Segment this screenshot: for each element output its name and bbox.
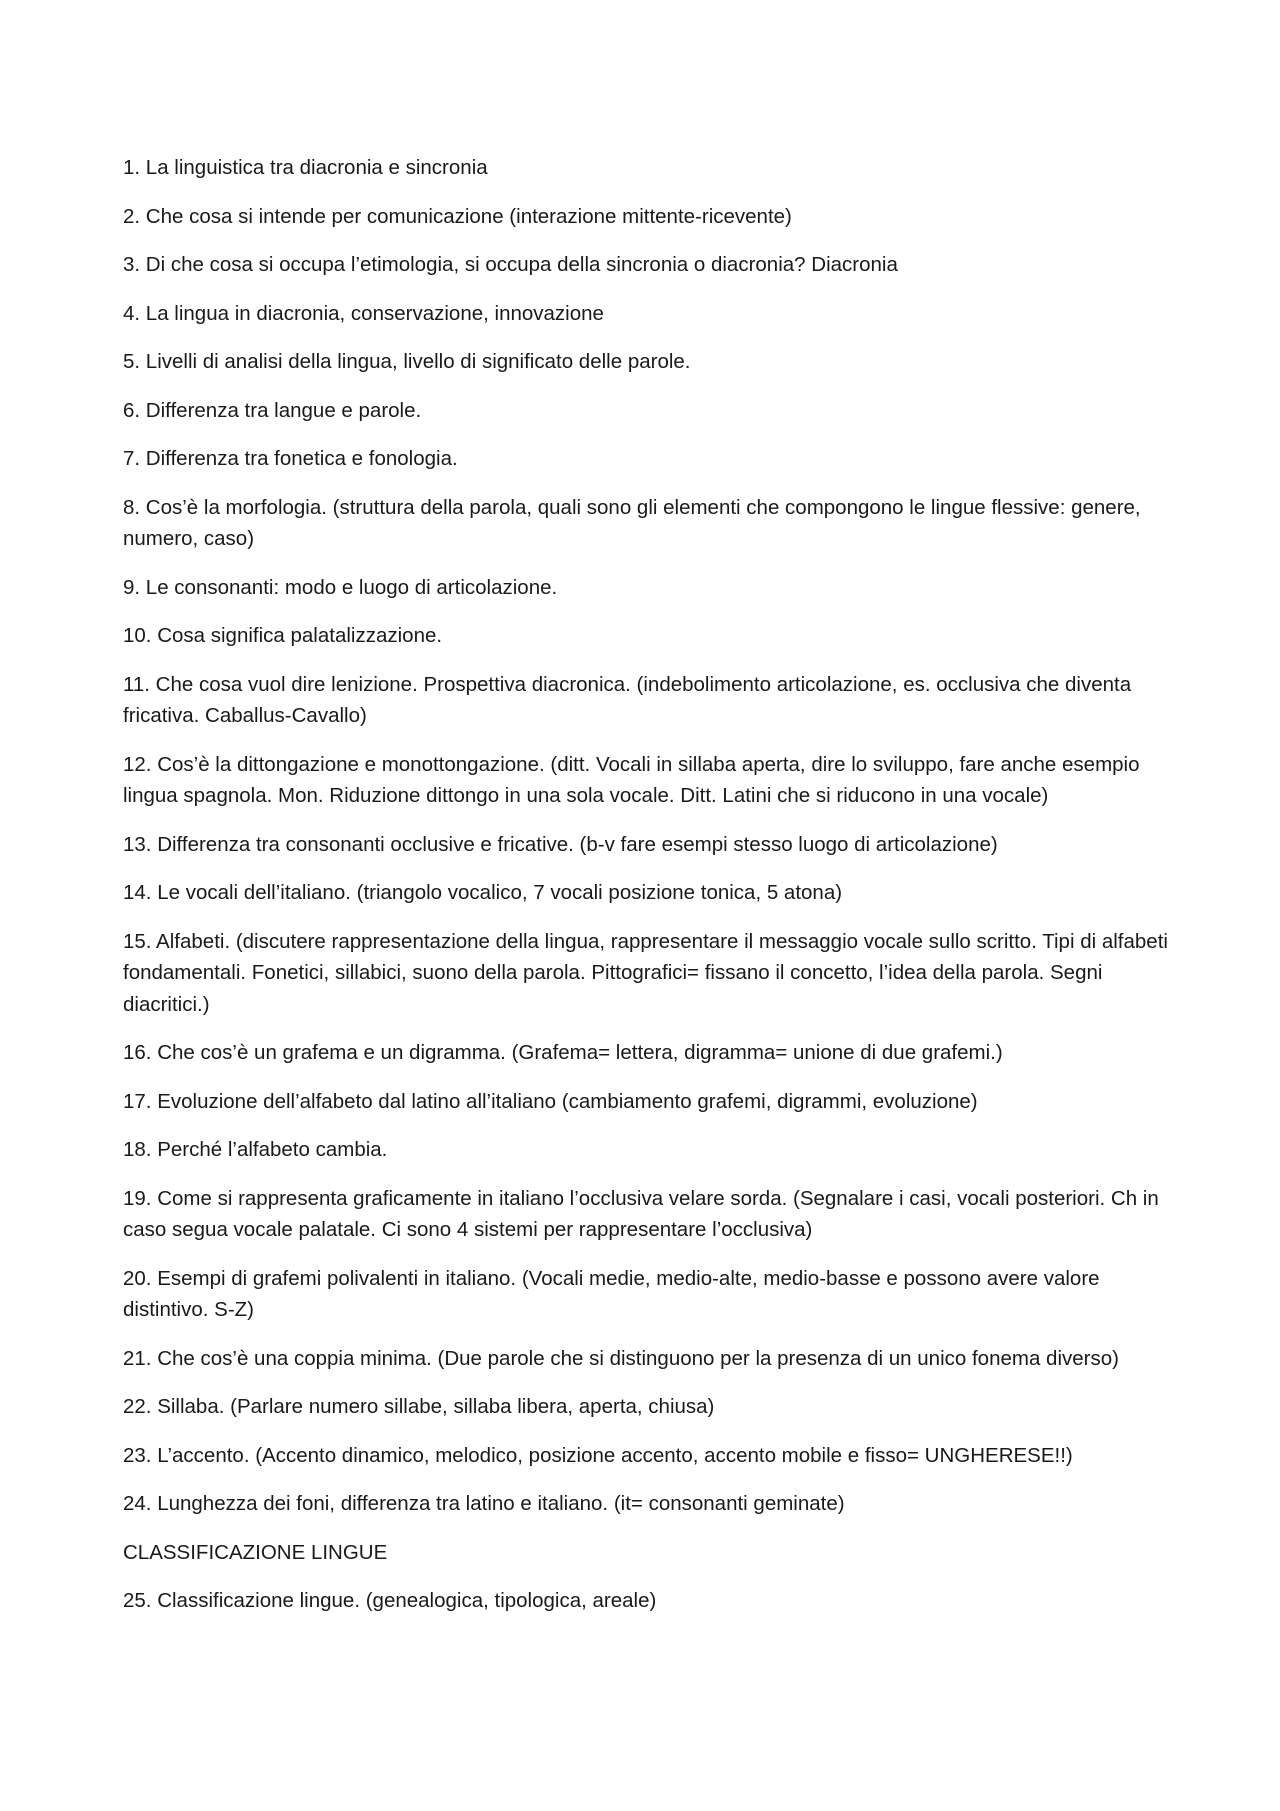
document-body — [123, 152, 1168, 1634]
list-item: 1. La linguistica tra diacronia e sincronia — [123, 156, 488, 179]
list-item: 3. Di che cosa si occupa l’etimologia, si occupa della sincronia o diacronia? Diacronia — [123, 253, 898, 276]
list-item: 15. Alfabeti. (discutere rappresentazione della lingua, rappresentare il messaggio vocale sullo scritto. Tipi di alfabeti fondamentali. Fonetici, sillabici, suono della parola. Pittografici= fissano il concetto, l’idea della parola. Segni diacritici.) — [123, 929, 1168, 1016]
list-item: 13. Differenza tra consonanti occlusive e fricative. (b-v fare esempi stesso luogo di articolazione) — [123, 832, 998, 856]
list-item: 16. Che cos’è un grafema e un digramma. (Grafema= lettera, digramma= unione di due grafemi.) — [123, 1041, 1003, 1064]
list-item: 20. Esempi di grafemi polivalenti in italiano. (Vocali medie, medio-alte, medio-basse e possono avere valore distintivo. S-Z) — [123, 1266, 1100, 1321]
section-heading: CLASSIFICAZIONE LINGUE — [123, 1540, 388, 1564]
list-item: 9. Le consonanti: modo e luogo di articolazione. — [123, 575, 558, 599]
list-item: 14. Le vocali dell’italiano. (triangolo vocalico, 7 vocali posizione tonica, 5 atona) — [123, 881, 843, 904]
list-item: 22. Sillaba. (Parlare numero sillabe, sillaba libera, aperta, chiusa) — [123, 1395, 715, 1418]
list-item: 4. La lingua in diacronia, conservazione, innovazione — [123, 301, 604, 325]
list-item: 11. Che cosa vuol dire lenizione. Prospettiva diacronica. (indebolimento articolazione, es. occlusiva che diventa fricativa. Caballus-Cavallo) — [123, 672, 1132, 727]
list-item: 18. Perché l’alfabeto cambia. — [123, 1138, 388, 1161]
list-item: 2. Che cosa si intende per comunicazione (interazione mittente-ricevente) — [123, 204, 792, 228]
list-item: 17. Evoluzione dell’alfabeto dal latino all’italiano (cambiamento grafemi, digrammi, evoluzione) — [123, 1089, 978, 1113]
list-item: 23. L’accento. (Accento dinamico, melodico, posizione accento, accento mobile e fisso= UNGHERESE!!) — [123, 1443, 1073, 1467]
list-item: 12. Cos’è la dittongazione e monottongazione. (ditt. Vocali in sillaba aperta, dire lo sviluppo, fare anche esempio lingua spagnola. Mon. Riduzione dittongo in una sola vocale. Ditt. Latini che si riducono in una vocale) — [123, 752, 1140, 807]
list-item: 8. Cos’è la morfologia. (struttura della parola, quali sono gli elementi che compongono le lingue flessive: genere, numero, caso) — [123, 495, 1141, 550]
list-item: 5. Livelli di analisi della lingua, livello di significato delle parole. — [123, 350, 691, 373]
list-item: 6. Differenza tra langue e parole. — [123, 398, 422, 422]
list-item: 10. Cosa significa palatalizzazione. — [123, 624, 443, 647]
list-item: 24. Lunghezza dei foni, differenza tra latino e italiano. (it= consonanti geminate) — [123, 1492, 845, 1515]
list-item: 19. Come si rappresenta graficamente in italiano l’occlusiva velare sorda. (Segnalare i casi, vocali posteriori. Ch in caso segua vocale palatale. Ci sono 4 sistemi per rappresentare l’occlusiva) — [123, 1186, 1159, 1241]
list-item: 25. Classificazione lingue. (genealogica, tipologica, areale) — [123, 1589, 657, 1612]
list-item: 7. Differenza tra fonetica e fonologia. — [123, 447, 458, 470]
list-item: 21. Che cos’è una coppia minima. (Due parole che si distinguono per la presenza di un unico fonema diverso) — [123, 1346, 1119, 1370]
